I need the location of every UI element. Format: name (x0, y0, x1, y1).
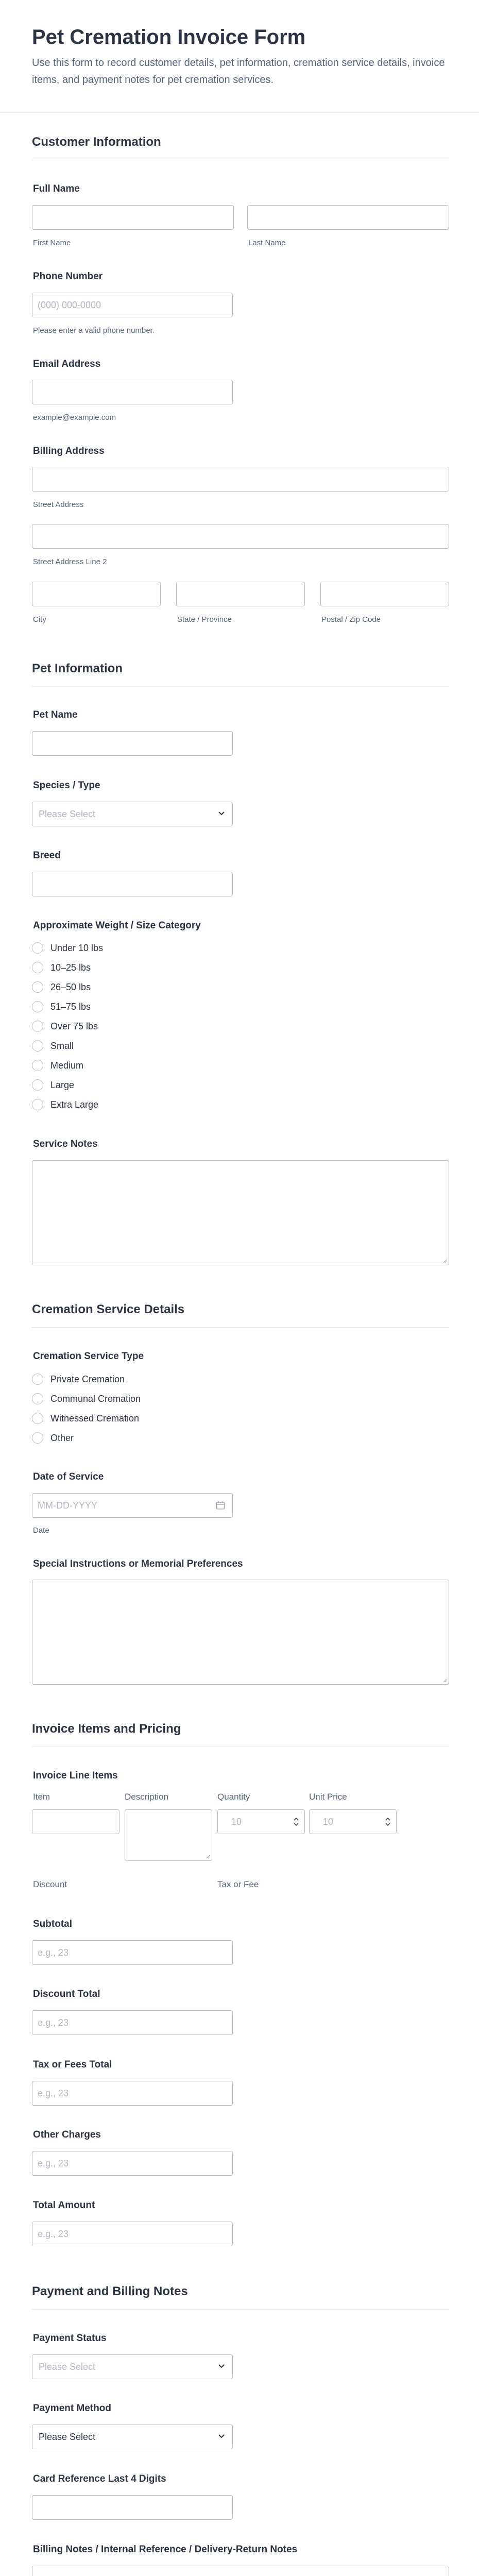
radio-button[interactable] (32, 1040, 43, 1052)
column-header-unit-price: Unit Price (309, 1792, 347, 1802)
resize-handle-icon[interactable] (442, 1258, 447, 1263)
species-select-value: Please Select (39, 809, 96, 819)
invoice-line-items-label: Invoice Line Items (33, 1770, 118, 1781)
form-title: Pet Cremation Invoice Form (32, 26, 306, 48)
weight-option[interactable]: Extra Large (32, 1099, 98, 1112)
other-charges-label: Other Charges (33, 2129, 101, 2140)
weight-option[interactable]: 51–75 lbs (32, 1001, 91, 1014)
weight-option[interactable]: Large (32, 1079, 74, 1093)
radio-button[interactable] (32, 1432, 43, 1444)
other-charges-input[interactable]: e.g., 23 (32, 2151, 233, 2176)
resize-handle-icon[interactable] (205, 1854, 210, 1859)
radio-button[interactable] (32, 1060, 43, 1071)
date-of-service-label: Date of Service (33, 1471, 104, 1482)
date-sublabel: Date (33, 1526, 49, 1535)
calendar-icon[interactable] (216, 1501, 225, 1510)
weight-option[interactable]: 10–25 lbs (32, 962, 91, 975)
payment-status-value: Please Select (39, 2362, 96, 2372)
street-address-input[interactable] (32, 467, 449, 492)
payment-method-label: Payment Method (33, 2403, 112, 2414)
subtotal-input[interactable]: e.g., 23 (32, 1940, 233, 1965)
state-sublabel: State / Province (177, 615, 232, 624)
last-name-input[interactable] (247, 205, 449, 230)
weight-option[interactable]: Medium (32, 1060, 83, 1073)
billing-notes-label: Billing Notes / Internal Reference / Delivery-Return Notes (33, 2544, 298, 2555)
radio-button[interactable] (32, 1021, 43, 1032)
total-amount-label: Total Amount (33, 2200, 95, 2211)
weight-option[interactable]: 26–50 lbs (32, 981, 91, 995)
line-item-description-textarea[interactable] (125, 1809, 212, 1861)
billing-address-label: Billing Address (33, 446, 105, 456)
billing-notes-textarea[interactable] (32, 2566, 449, 2576)
email-sublabel: example@example.com (33, 413, 116, 422)
column-header-quantity: Quantity (217, 1792, 250, 1802)
phone-label: Phone Number (33, 271, 103, 282)
subtotal-label: Subtotal (33, 1919, 72, 1929)
chevron-down-icon (218, 2364, 225, 2369)
breed-label: Breed (33, 850, 61, 861)
special-instructions-textarea[interactable] (32, 1580, 449, 1685)
radio-button[interactable] (32, 1413, 43, 1424)
species-label: Species / Type (33, 780, 100, 791)
tax-fees-total-label: Tax or Fees Total (33, 2059, 112, 2070)
radio-button[interactable] (32, 1099, 43, 1110)
state-input[interactable] (176, 582, 305, 606)
column-header-description: Description (125, 1792, 169, 1802)
radio-button[interactable] (32, 942, 43, 954)
phone-sublabel: Please enter a valid phone number. (33, 326, 155, 335)
pet-name-label: Pet Name (33, 709, 78, 720)
service-type-option[interactable]: Witnessed Cremation (32, 1413, 139, 1426)
service-type-option[interactable]: Private Cremation (32, 1374, 125, 1387)
weight-option[interactable]: Small (32, 1040, 74, 1054)
date-of-service-input[interactable] (32, 1493, 233, 1518)
quantity-stepper[interactable] (217, 1809, 305, 1834)
pet-name-input[interactable] (32, 731, 233, 756)
last-name-sublabel: Last Name (248, 239, 286, 247)
discount-total-input[interactable]: e.g., 23 (32, 2010, 233, 2035)
total-amount-input[interactable]: e.g., 23 (32, 2222, 233, 2246)
radio-button[interactable] (32, 1374, 43, 1385)
street-address-sublabel: Street Address (33, 500, 84, 509)
unit-price-placeholder: 10 (323, 1817, 334, 1827)
radio-button[interactable] (32, 1079, 43, 1091)
email-label: Email Address (33, 359, 101, 369)
unit-price-stepper[interactable] (309, 1809, 397, 1834)
first-name-sublabel: First Name (33, 239, 71, 247)
species-select[interactable] (32, 802, 233, 826)
email-input[interactable] (32, 380, 233, 404)
section-invoice-items: Invoice Items and Pricing (32, 1722, 181, 1736)
section-cremation-service-details: Cremation Service Details (32, 1302, 185, 1316)
header-divider (0, 112, 479, 113)
phone-input[interactable]: (000) 000-0000 (32, 293, 233, 317)
column-header-tax-or-fee: Tax or Fee (217, 1879, 259, 1889)
section-customer-information: Customer Information (32, 135, 161, 149)
city-sublabel: City (33, 615, 46, 624)
radio-button[interactable] (32, 1001, 43, 1012)
section-pet-information: Pet Information (32, 662, 123, 675)
radio-button[interactable] (32, 981, 43, 993)
special-instructions-label: Special Instructions or Memorial Preferences (33, 1558, 243, 1569)
service-notes-textarea[interactable] (32, 1160, 449, 1265)
radio-button[interactable] (32, 962, 43, 973)
service-type-label: Cremation Service Type (33, 1351, 144, 1362)
street-address-line2-input[interactable] (32, 524, 449, 549)
line-item-input[interactable] (32, 1809, 119, 1834)
weight-option[interactable]: Over 75 lbs (32, 1021, 98, 1034)
form-description: Use this form to record customer details, pet information, cremation service details, invoice items, and payment notes for pet cremation services. (32, 57, 445, 86)
card-reference-label: Card Reference Last 4 Digits (33, 2473, 166, 2484)
column-header-item: Item (33, 1792, 50, 1802)
payment-method-select[interactable] (32, 2425, 233, 2449)
first-name-input[interactable] (32, 205, 234, 230)
date-placeholder: MM-DD-YYYY (38, 1500, 97, 1511)
service-type-option[interactable]: Communal Cremation (32, 1393, 141, 1406)
payment-status-label: Payment Status (33, 2333, 107, 2344)
city-input[interactable] (32, 582, 161, 606)
postal-code-input[interactable] (320, 582, 449, 606)
full-name-label: Full Name (33, 183, 80, 194)
street-address-line2-sublabel: Street Address Line 2 (33, 557, 107, 566)
card-reference-input[interactable] (32, 2495, 233, 2520)
service-type-option[interactable]: Other (32, 1432, 74, 1446)
column-header-discount: Discount (33, 1879, 67, 1889)
payment-status-select[interactable] (32, 2354, 233, 2379)
section-divider (32, 1327, 449, 1328)
service-notes-label: Service Notes (33, 1139, 98, 1149)
breed-input[interactable] (32, 872, 233, 896)
stepper-arrows-icon[interactable] (293, 1816, 299, 1827)
radio-button[interactable] (32, 1393, 43, 1404)
discount-total-label: Discount Total (33, 1989, 100, 1999)
chevron-down-icon (218, 2434, 225, 2439)
chevron-down-icon (218, 811, 225, 816)
section-divider (32, 686, 449, 687)
weight-option[interactable]: Under 10 lbs (32, 942, 103, 956)
tax-fees-total-input[interactable]: e.g., 23 (32, 2081, 233, 2106)
section-payment-billing-notes: Payment and Billing Notes (32, 2284, 188, 2298)
section-divider (32, 2309, 449, 2310)
weight-category-label: Approximate Weight / Size Category (33, 920, 201, 931)
stepper-arrows-icon[interactable] (385, 1816, 391, 1827)
quantity-placeholder: 10 (231, 1817, 242, 1827)
resize-handle-icon[interactable] (442, 1677, 447, 1683)
postal-code-sublabel: Postal / Zip Code (321, 615, 381, 624)
payment-method-value: Please Select (39, 2432, 96, 2442)
